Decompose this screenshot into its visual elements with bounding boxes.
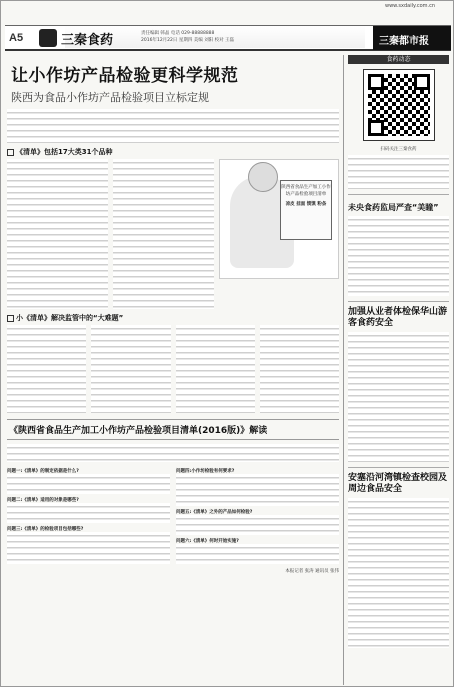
qa-answer <box>176 544 339 564</box>
qr-corner <box>368 120 384 136</box>
site-url: www.sxdaily.com.cn <box>385 3 435 9</box>
cartoon-sign: 陕西省食品生产加工小作坊产品检验项目清单 凉皮 挂面 馍馍 粉条 <box>280 180 332 240</box>
qa-question: 问题六:《清单》何时开始实施? <box>176 539 239 544</box>
header-meta <box>141 30 371 44</box>
qr-corner <box>414 74 430 90</box>
qa-answer <box>7 474 170 494</box>
qa-question: 问题二:《清单》适用的对象是哪些? <box>7 498 79 503</box>
qa-question: 问题五:《清单》之外的产品如何检验? <box>176 510 253 515</box>
text-column <box>176 325 255 413</box>
qr-caption: 扫码关注三秦食药 <box>380 147 417 152</box>
text-column <box>91 325 170 413</box>
masthead <box>5 25 451 51</box>
qr-code-icon <box>364 70 434 140</box>
cartoon-illustration <box>219 159 339 279</box>
sidebar <box>343 55 449 685</box>
section-title-1: 《清单》包括17大类31个品种 <box>7 147 339 157</box>
divider <box>348 194 449 195</box>
sidebar-story-3 <box>348 498 449 648</box>
sidebar-headline-2: 加强从业者体检保华山游客食药安全 <box>348 307 448 328</box>
main-article <box>7 55 339 685</box>
page-number: A5 <box>9 32 24 44</box>
section-2-body <box>7 325 339 413</box>
subheadline: 陕西为食品小作坊产品检验项目立标定规 <box>11 91 209 104</box>
qa-question: 问题四:小作坊检验有何要求? <box>176 469 235 474</box>
sidebar-story-1 <box>348 216 449 296</box>
sidebar-story-2 <box>348 332 449 462</box>
qa-answer <box>176 474 339 506</box>
qa-question: 问题三:《清单》的检验项目包括哪些? <box>7 527 84 532</box>
qa-answer <box>7 503 170 523</box>
qa-answer <box>7 532 170 564</box>
qa-question: 问题一:《清单》的制定依据是什么? <box>7 469 79 474</box>
sidebar-headline-1: 未央食药监局严查“美瞳” <box>348 203 439 212</box>
qa-section <box>7 465 339 564</box>
section-marker-icon <box>7 149 14 156</box>
meta-line-2: 2016年12月22日 星期四 美编 刘阳 校对 王磊 <box>141 38 235 43</box>
text-column <box>113 159 214 309</box>
qa-answer <box>176 515 339 535</box>
text-column <box>7 159 108 309</box>
section-name: 三秦食药 <box>61 33 114 48</box>
banner-intro <box>7 444 339 462</box>
lead-paragraph <box>7 109 339 143</box>
qa-column-right <box>176 465 339 564</box>
divider <box>348 301 449 302</box>
qr-corner <box>368 74 384 90</box>
headline: 让小作坊产品检验更科学规范 <box>11 66 239 86</box>
sidebar-box-title: 食药动态 <box>348 55 449 64</box>
byline: 本报记者 张涛 通讯员 张伟 <box>285 569 339 574</box>
text-column <box>7 325 86 413</box>
section-marker-icon <box>7 315 14 322</box>
section-1-body <box>7 159 339 309</box>
figure-head-icon <box>248 162 278 192</box>
interpretation-banner: 《陕西省食品生产加工小作坊产品检验项目清单(2016版)》解读 <box>7 419 339 440</box>
section-title-2: 小《清单》解决监管中的“大难题” <box>7 313 339 323</box>
divider <box>348 467 449 468</box>
qa-column-left <box>7 465 170 564</box>
text-column <box>260 325 339 413</box>
newspaper-brand: 三秦都市报 <box>373 26 451 50</box>
sidebar-headline-3: 安塞沿河湾镇检查校园及周边食品安全 <box>348 473 448 494</box>
section-logo-icon <box>39 29 57 47</box>
sidebar-intro-text <box>348 155 449 189</box>
meta-line-1: 责任编辑 韩晶 电话 029-88888888 <box>141 31 215 36</box>
